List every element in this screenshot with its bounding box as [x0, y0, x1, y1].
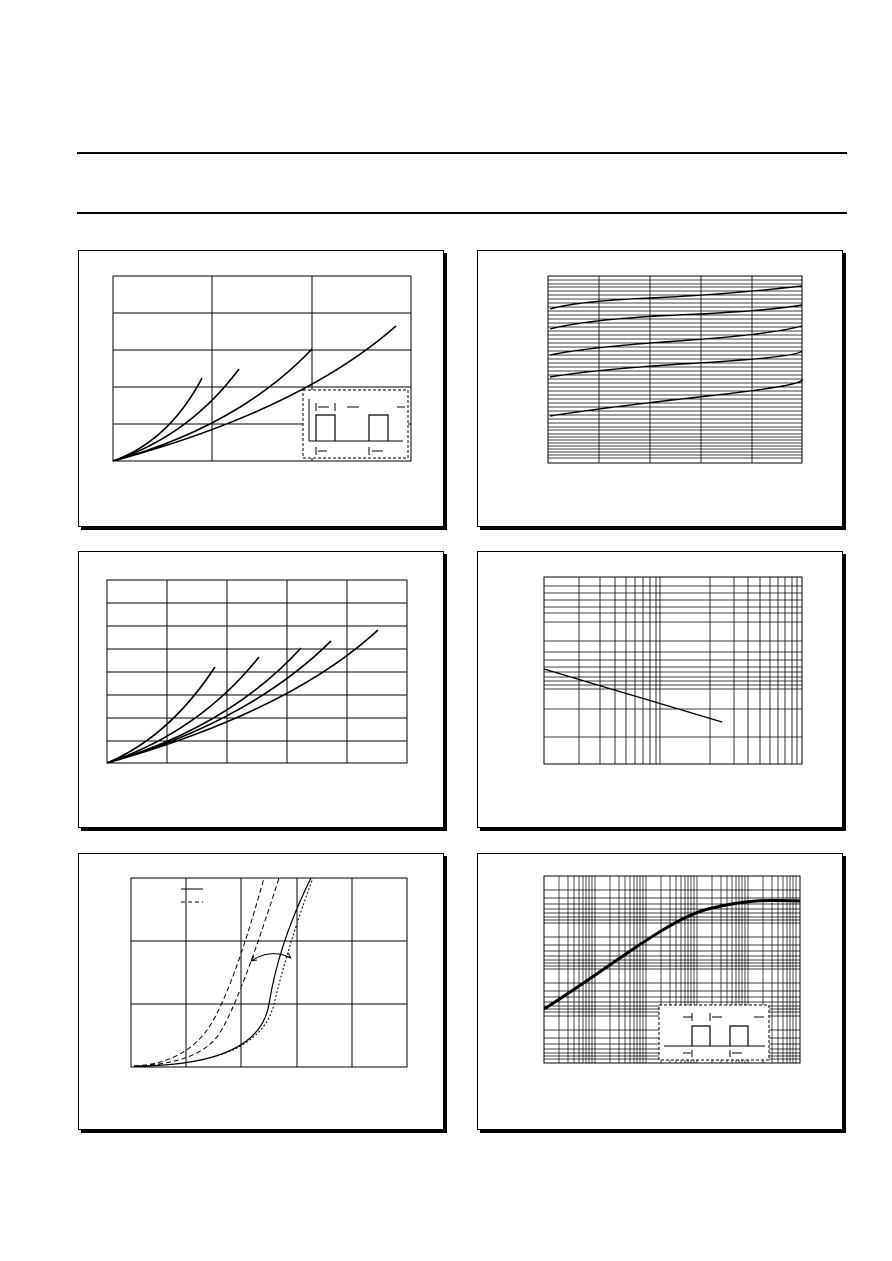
curve-dashed-1: [134, 878, 264, 1066]
curve-dashed-2: [134, 878, 279, 1066]
figure-panel-5: [78, 853, 444, 1130]
curve-3: [107, 648, 301, 763]
header-rule-bottom: [77, 212, 847, 214]
curve-5: [550, 379, 802, 416]
curve-solid-1: [134, 878, 311, 1066]
pulse-inset: [659, 1005, 769, 1060]
legend: [181, 889, 203, 902]
figure-3-plot: [79, 552, 445, 829]
figure-2-plot: [478, 251, 844, 528]
curve-solid-2: [134, 878, 313, 1066]
figure-6-plot: [478, 854, 844, 1131]
curve-1: [550, 286, 802, 309]
figure-panel-4: [477, 551, 843, 828]
curve-2: [550, 305, 802, 329]
header-rule-top: [77, 152, 847, 154]
curve-2: [113, 369, 239, 461]
figure-4-plot: [478, 552, 844, 829]
figure-panel-6: [477, 853, 843, 1130]
pulse-inset: [303, 390, 408, 458]
annotation-arrow: [251, 954, 291, 961]
curve-5: [107, 630, 378, 763]
figure-1-plot: [79, 251, 445, 528]
figure-5-plot: [79, 854, 445, 1131]
figure-panel-3: [78, 551, 444, 828]
figure-panel-2: [477, 250, 843, 527]
figure-panel-1: [78, 250, 444, 527]
